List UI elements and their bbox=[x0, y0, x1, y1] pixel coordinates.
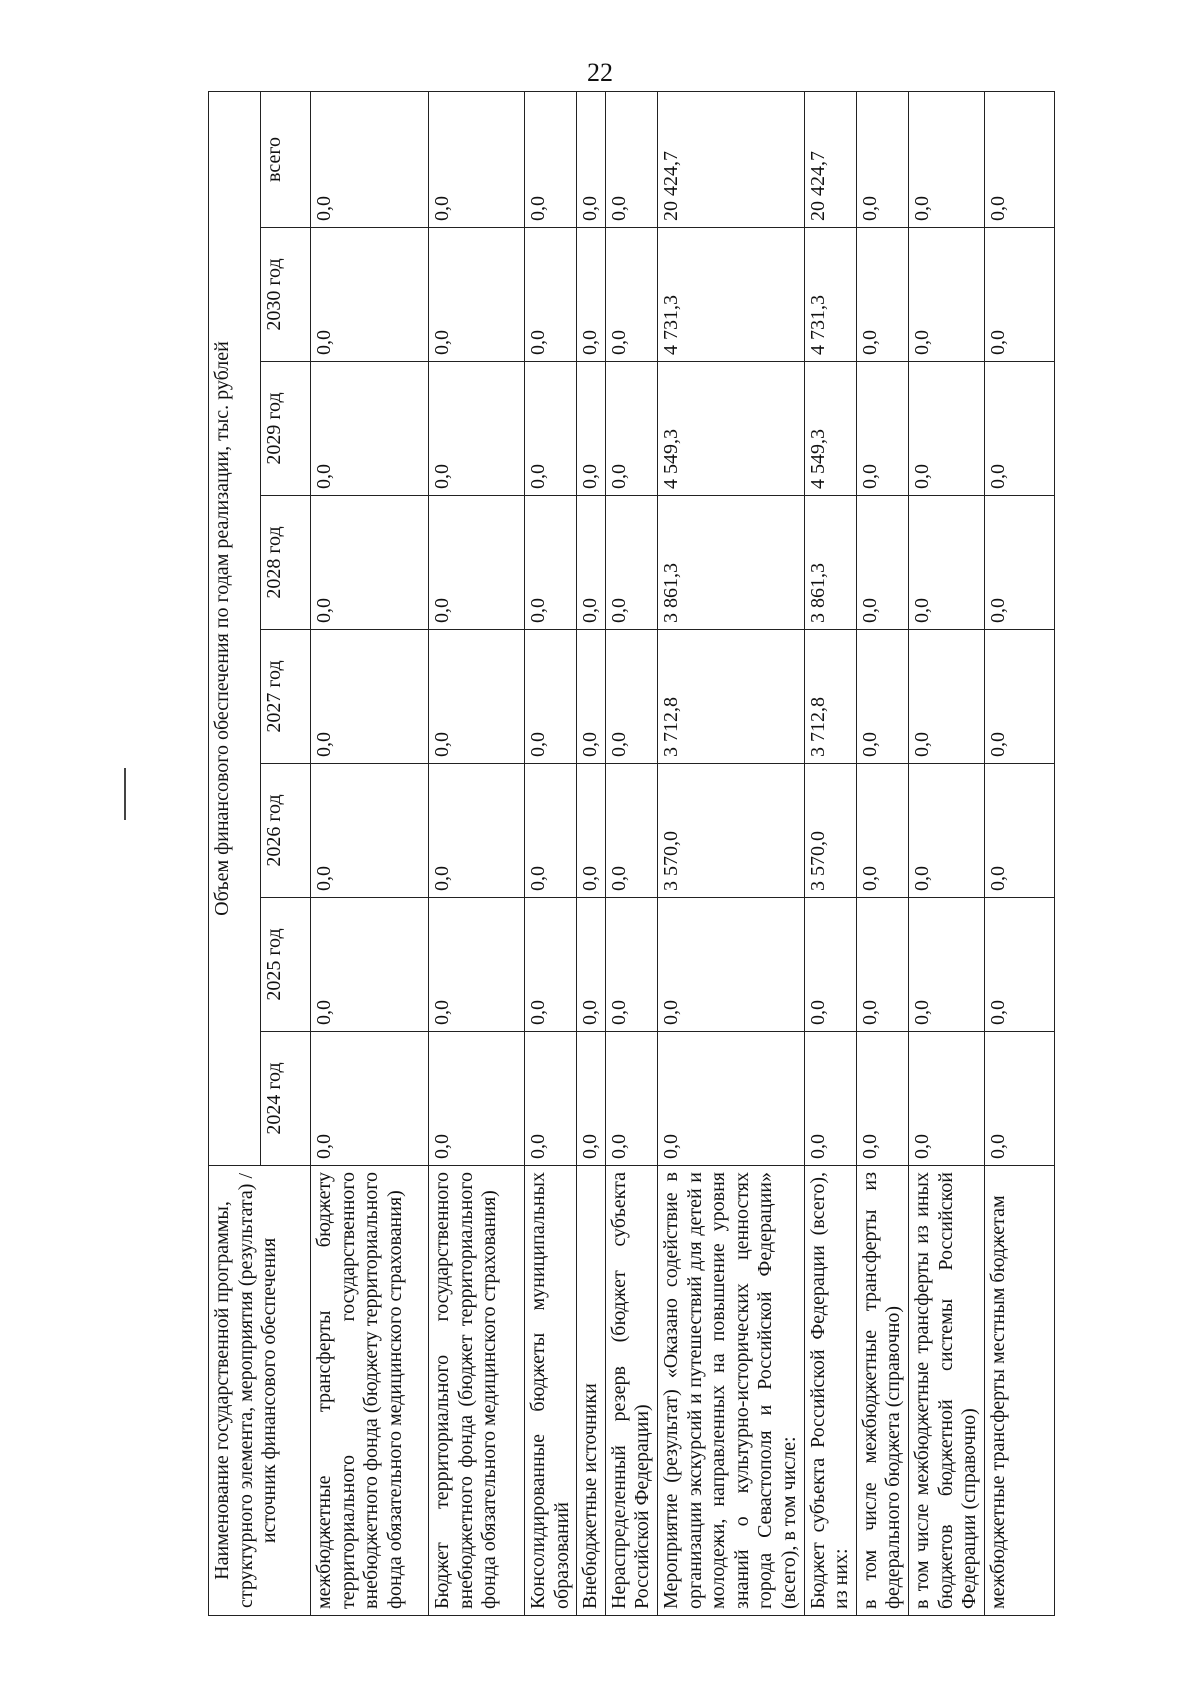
row-value: 0,0 bbox=[605, 764, 657, 898]
row-value: 0,0 bbox=[984, 764, 1054, 898]
row-name: межбюджетные трансферты местным бюджетам bbox=[984, 1166, 1054, 1616]
table-row bbox=[577, 91, 606, 1615]
row-value: 0,0 bbox=[525, 764, 577, 898]
row-value: 0,0 bbox=[605, 1032, 657, 1166]
row-value: 0,0 bbox=[429, 91, 525, 227]
table-row bbox=[429, 91, 525, 1615]
row-value: 3 861,3 bbox=[657, 496, 804, 630]
row-value: 0,0 bbox=[908, 91, 984, 227]
row-value: 0,0 bbox=[856, 496, 908, 630]
row-value: 20 424,7 bbox=[804, 91, 856, 227]
header-year: 2028 год bbox=[261, 496, 311, 630]
row-value: 4 731,3 bbox=[804, 228, 856, 362]
row-name: в том числе межбюджетные трансферты из иных бюджетов бюджетной системы Российской Федерации (справочно) bbox=[908, 1166, 984, 1616]
row-value: 0,0 bbox=[605, 91, 657, 227]
row-value: 0,0 bbox=[429, 898, 525, 1032]
row-value: 0,0 bbox=[856, 764, 908, 898]
row-value: 0,0 bbox=[605, 630, 657, 764]
row-value: 0,0 bbox=[908, 496, 984, 630]
header-year: 2030 год bbox=[261, 228, 311, 362]
row-value: 0,0 bbox=[908, 764, 984, 898]
header-name-column: Наименование государственной программы, структурного элемента, мероприятия (результата) / источник финансового обеспечения bbox=[209, 1166, 311, 1616]
row-value: 3 712,8 bbox=[804, 630, 856, 764]
row-value: 0,0 bbox=[908, 630, 984, 764]
row-value: 0,0 bbox=[856, 630, 908, 764]
row-value: 0,0 bbox=[429, 630, 525, 764]
table-row bbox=[525, 91, 577, 1615]
row-value: 0,0 bbox=[311, 1032, 429, 1166]
row-value: 0,0 bbox=[577, 496, 606, 630]
row-value: 0,0 bbox=[605, 362, 657, 496]
row-value: 0,0 bbox=[984, 630, 1054, 764]
row-value: 0,0 bbox=[577, 898, 606, 1032]
row-value: 0,0 bbox=[605, 496, 657, 630]
row-name: межбюджетные трансферты бюджету территориального государственного внебюджетного фонда (бюджету территориального фонда обязательного медицинского страхования) bbox=[311, 1166, 429, 1616]
row-value: 0,0 bbox=[908, 1032, 984, 1166]
row-value: 0,0 bbox=[577, 228, 606, 362]
table-row bbox=[908, 91, 984, 1615]
row-value: 0,0 bbox=[908, 898, 984, 1032]
row-value: 0,0 bbox=[311, 496, 429, 630]
row-value: 4 731,3 bbox=[657, 228, 804, 362]
row-value: 0,0 bbox=[856, 362, 908, 496]
row-value: 4 549,3 bbox=[804, 362, 856, 496]
row-name: Консолидированные бюджеты муниципальных образований bbox=[525, 1166, 577, 1616]
row-value: 4 549,3 bbox=[657, 362, 804, 496]
table-row bbox=[984, 91, 1054, 1615]
row-value: 0,0 bbox=[577, 630, 606, 764]
row-name: Бюджет территориального государственного внебюджетного фонда (бюджет территориального фонда обязательного медицинского страхования) bbox=[429, 1166, 525, 1616]
row-name: Мероприятие (результат) «Оказано содействие в организации экскурсий и путешествий для детей и молодежи, направленных на повышение уровня знаний о культурно-исторических ценностях города Севастополя и Российской Федерации» (всего), в том числе: bbox=[657, 1166, 804, 1616]
row-value: 0,0 bbox=[657, 898, 804, 1032]
row-value: 0,0 bbox=[311, 630, 429, 764]
row-value: 0,0 bbox=[605, 228, 657, 362]
row-value: 0,0 bbox=[311, 898, 429, 1032]
header-year: 2024 год bbox=[261, 1032, 311, 1166]
row-value: 0,0 bbox=[984, 362, 1054, 496]
row-value: 0,0 bbox=[525, 91, 577, 227]
header-group: Объем финансового обеспечения по годам реализации, тыс. рублей bbox=[209, 91, 261, 1165]
row-value: 0,0 bbox=[908, 362, 984, 496]
row-value: 0,0 bbox=[657, 1032, 804, 1166]
row-value: 3 712,8 bbox=[657, 630, 804, 764]
row-name: Внебюджетные источники bbox=[577, 1166, 606, 1616]
finance-table bbox=[208, 91, 1055, 1616]
header-total: всего bbox=[261, 91, 311, 227]
row-value: 0,0 bbox=[984, 496, 1054, 630]
row-value: 0,0 bbox=[984, 1032, 1054, 1166]
row-name: в том числе межбюджетные трансферты из федерального бюджета (справочно) bbox=[856, 1166, 908, 1616]
row-value: 0,0 bbox=[525, 362, 577, 496]
header-year: 2026 год bbox=[261, 764, 311, 898]
row-value: 0,0 bbox=[429, 362, 525, 496]
row-value: 3 570,0 bbox=[804, 764, 856, 898]
row-value: 0,0 bbox=[311, 228, 429, 362]
table-row bbox=[657, 91, 804, 1615]
row-value: 0,0 bbox=[429, 1032, 525, 1166]
row-value: 0,0 bbox=[525, 496, 577, 630]
row-value: 0,0 bbox=[577, 764, 606, 898]
row-value: 0,0 bbox=[984, 898, 1054, 1032]
table-row bbox=[856, 91, 908, 1615]
margin-mark bbox=[124, 768, 126, 820]
row-value: 0,0 bbox=[804, 1032, 856, 1166]
row-value: 0,0 bbox=[525, 630, 577, 764]
row-value: 0,0 bbox=[311, 764, 429, 898]
row-value: 0,0 bbox=[577, 1032, 606, 1166]
table-row bbox=[605, 91, 657, 1615]
header-year: 2027 год bbox=[261, 630, 311, 764]
row-value: 0,0 bbox=[525, 1032, 577, 1166]
row-value: 0,0 bbox=[429, 764, 525, 898]
row-value: 0,0 bbox=[577, 91, 606, 227]
row-value: 3 861,3 bbox=[804, 496, 856, 630]
rotated-table-wrapper bbox=[208, 92, 1009, 1616]
row-value: 0,0 bbox=[605, 898, 657, 1032]
row-value: 20 424,7 bbox=[657, 91, 804, 227]
row-value: 0,0 bbox=[856, 898, 908, 1032]
row-value: 0,0 bbox=[525, 898, 577, 1032]
row-value: 0,0 bbox=[984, 228, 1054, 362]
row-value: 3 570,0 bbox=[657, 764, 804, 898]
header-year: 2025 год bbox=[261, 898, 311, 1032]
row-name: Нераспределенный резерв (бюджет субъекта Российской Федерации) bbox=[605, 1166, 657, 1616]
table-row bbox=[804, 91, 856, 1615]
row-value: 0,0 bbox=[856, 1032, 908, 1166]
header-year: 2029 год bbox=[261, 362, 311, 496]
row-name: Бюджет субъекта Российской Федерации (всего), из них: bbox=[804, 1166, 856, 1616]
row-value: 0,0 bbox=[311, 362, 429, 496]
row-value: 0,0 bbox=[429, 228, 525, 362]
row-value: 0,0 bbox=[856, 91, 908, 227]
row-value: 0,0 bbox=[856, 228, 908, 362]
page-number: 22 bbox=[587, 58, 613, 87]
row-value: 0,0 bbox=[311, 91, 429, 227]
row-value: 0,0 bbox=[525, 228, 577, 362]
row-value: 0,0 bbox=[804, 898, 856, 1032]
row-value: 0,0 bbox=[984, 91, 1054, 227]
row-value: 0,0 bbox=[429, 496, 525, 630]
row-value: 0,0 bbox=[577, 362, 606, 496]
row-value: 0,0 bbox=[908, 228, 984, 362]
table-row bbox=[311, 91, 429, 1615]
